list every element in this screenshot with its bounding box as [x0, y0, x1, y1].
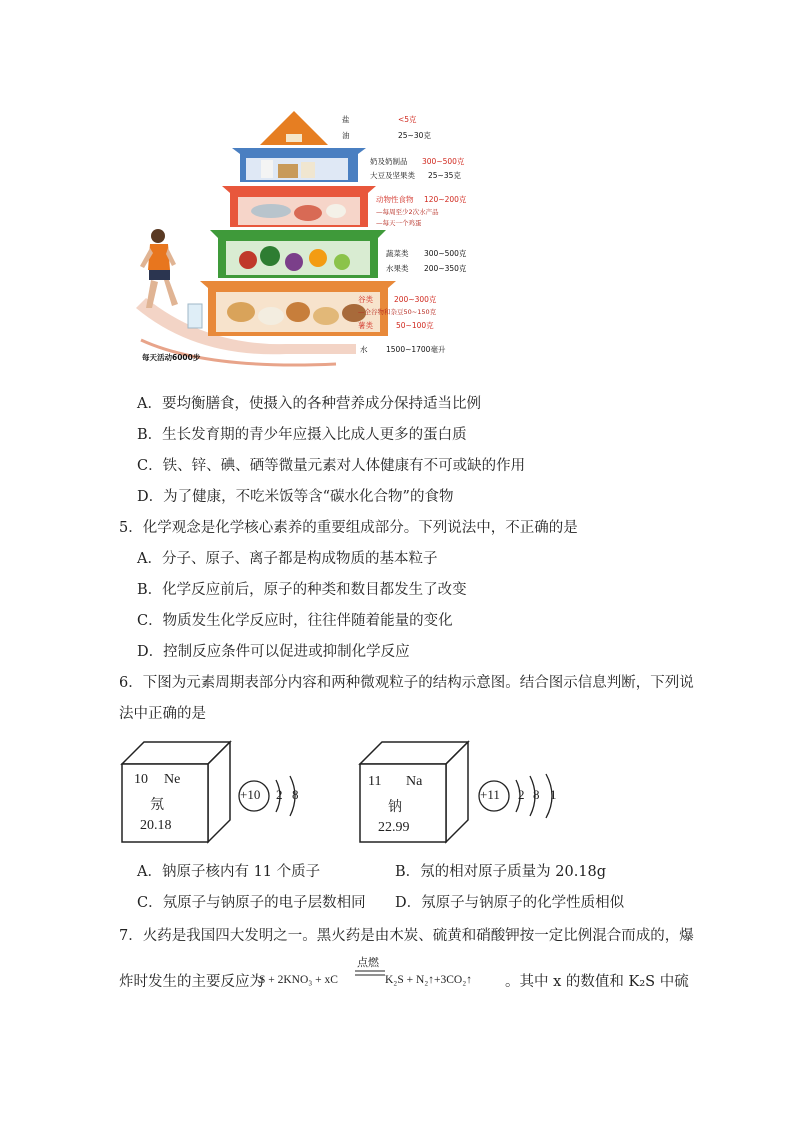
pyramid-note-wholegrain: —全谷物和杂豆50~150克 — [358, 308, 437, 316]
ne-element-card — [120, 740, 232, 844]
pyramid-amount-grain: 200~300克 — [394, 295, 437, 304]
pyramid-amount-salt: <5克 — [398, 115, 417, 124]
q4-option-c: C．铁、锌、碘、硒等微量元素对人体健康有不可或缺的作用 — [137, 458, 526, 474]
ne-cube-outline — [120, 740, 232, 844]
na-atomic-number: 11 — [368, 774, 382, 789]
na-name: 钠 — [388, 800, 402, 815]
ne-shell-2: 8 — [292, 787, 299, 802]
q6-stem-line2: 法中正确的是 — [119, 706, 206, 722]
pyramid-note-egg: —每天一个鸡蛋 — [376, 219, 422, 227]
q4-option-b: B．生长发育期的青少年应摄入比成人更多的蛋白质 — [137, 427, 467, 443]
q7-reaction-products: K₂S + N₂↑+3CO₂↑ — [385, 974, 472, 986]
q7-reaction-condition: 点燃 — [357, 957, 379, 969]
ne-mass: 20.18 — [140, 818, 172, 833]
pyramid-label-grain: 谷类 — [358, 295, 373, 304]
na-atom-structure — [476, 772, 566, 820]
q5-option-a: A．分子、原子、离子都是构成物质的基本粒子 — [137, 551, 438, 567]
q7-reaction-reactants: S + 2KNO₃ + xC — [259, 974, 338, 986]
pyramid-amount-dairy: 300~500克 — [422, 157, 465, 166]
q6-option-c: C．氖原子与钠原子的电子层数相同 — [137, 895, 366, 911]
pyramid-amount-tuber: 50~100克 — [396, 321, 434, 330]
q7-equals-sign — [355, 970, 385, 976]
pyramid-label-fruit: 水果类 — [386, 264, 409, 273]
q5-option-c: C．物质发生化学反应时，往往伴随着能量的变化 — [137, 613, 453, 629]
na-element-card — [358, 740, 470, 844]
pyramid-amount-fruit: 200~350克 — [424, 264, 467, 273]
pyramid-label-animal: 动物性食物 — [376, 195, 414, 204]
na-cube-outline — [358, 740, 470, 844]
q5-option-b: B．化学反应前后，原子的种类和数目都发生了改变 — [137, 582, 467, 598]
pyramid-amount-animal: 120~200克 — [424, 195, 467, 204]
pyramid-amount-oil: 25~30克 — [398, 131, 431, 140]
q4-option-a: A．要均衡膳食，使摄入的各种营养成分保持适当比例 — [137, 396, 481, 412]
q6-option-d: D．氖原子与钠原子的化学性质相似 — [395, 895, 625, 911]
q7-stem-line2-start: 炸时发生的主要反应为 — [119, 974, 264, 990]
pyramid-amount-soy: 25~35克 — [428, 171, 461, 180]
na-nucleus-charge: +11 — [480, 787, 500, 802]
q7-stem-line2-end: 。其中 x 的数值和 K₂S 中硫 — [505, 974, 689, 990]
q4-option-d: D．为了健康，不吃米饭等含“碳水化合物”的食物 — [137, 489, 454, 505]
pyramid-label-salt: 盐 — [342, 115, 350, 124]
na-shell-1: 2 — [518, 787, 525, 802]
ne-atom-structure — [236, 772, 306, 820]
na-symbol: Na — [406, 774, 423, 789]
na-mass: 22.99 — [378, 820, 410, 835]
q6-option-b: B．氖的相对原子质量为 20.18g — [395, 864, 607, 880]
food-pyramid-figure — [136, 108, 466, 370]
pyramid-activity: 每天活动6000步 — [142, 353, 201, 362]
ne-symbol: Ne — [164, 772, 181, 787]
pyramid-label-dairy: 奶及奶制品 — [370, 157, 408, 166]
q6-stem-line1: 6．下图为元素周期表部分内容和两种微观粒子的结构示意图。结合图示信息判断，下列说 — [119, 675, 694, 691]
q5-option-d: D．控制反应条件可以促进或抑制化学反应 — [137, 644, 410, 660]
q5-stem: 5．化学观念是化学核心素养的重要组成部分。下列说法中，不正确的是 — [119, 520, 578, 536]
pyramid-amount-veg: 300~500克 — [424, 249, 467, 258]
pyramid-label-tuber: 薯类 — [358, 321, 373, 330]
pyramid-label-oil: 油 — [342, 131, 350, 140]
na-shell-2: 8 — [533, 787, 540, 802]
pyramid-label-soy: 大豆及坚果类 — [370, 171, 415, 180]
q7-stem-line1: 7．火药是我国四大发明之一。黑火药是由木炭、硫黄和硝酸钾按一定比例混合而成的，爆 — [119, 928, 694, 944]
ne-nucleus-charge: +10 — [240, 787, 261, 802]
ne-atomic-number: 10 — [134, 772, 148, 787]
pyramid-note-fish: —每周至少2次水产品 — [376, 208, 439, 216]
ne-shell-1: 2 — [276, 787, 283, 802]
q6-option-a: A．钠原子核内有 11 个质子 — [137, 864, 321, 880]
pyramid-label-veg: 蔬菜类 — [386, 249, 409, 258]
pyramid-amount-water: 1500~1700毫升 — [386, 345, 446, 354]
ne-name: 氖 — [150, 798, 164, 813]
q7-reaction-arrow — [355, 954, 385, 988]
pyramid-label-water: 水 — [360, 345, 368, 354]
na-shell-3: 1 — [550, 787, 557, 802]
